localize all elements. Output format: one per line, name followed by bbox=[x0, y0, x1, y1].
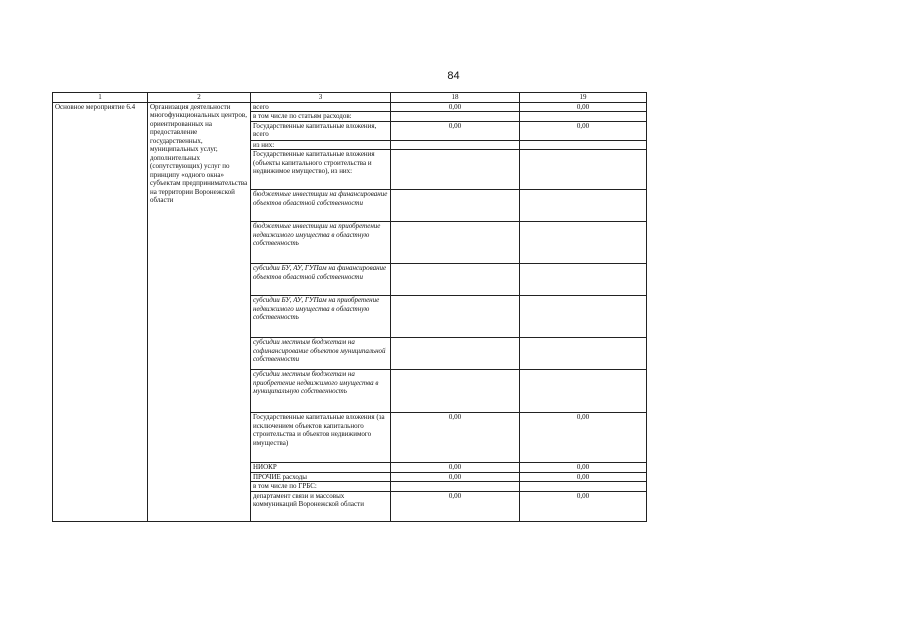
row-label: в том числе по статьям расходов: bbox=[251, 112, 391, 122]
value-col-18: 0,00 bbox=[391, 472, 520, 482]
value-col-19 bbox=[520, 140, 647, 150]
value-col-18: 0,00 bbox=[391, 102, 520, 112]
header-col-18: 18 bbox=[391, 93, 520, 103]
value-col-18 bbox=[391, 190, 520, 222]
value-col-19 bbox=[520, 190, 647, 222]
value-col-19: 0,00 bbox=[520, 121, 647, 140]
value-col-19: 0,00 bbox=[520, 463, 647, 473]
row-label: Государственные капитальные вложения (объекты капитального строительства и недвижимое имущество), из них: bbox=[251, 150, 391, 190]
value-col-18: 0,00 bbox=[391, 413, 520, 463]
row-label: субсидии местным бюджетам на софинансирование объектов муниципальной собственности bbox=[251, 338, 391, 370]
value-col-18 bbox=[391, 482, 520, 492]
row-label: Государственные капитальные вложения, всего bbox=[251, 121, 391, 140]
row-label: бюджетные инвестиции на приобретение недвижимого имущества в областную собственность bbox=[251, 222, 391, 264]
value-col-18 bbox=[391, 370, 520, 413]
value-col-18: 0,00 bbox=[391, 463, 520, 473]
value-col-19 bbox=[520, 150, 647, 190]
value-col-18 bbox=[391, 264, 520, 296]
value-col-19 bbox=[520, 370, 647, 413]
header-col-2: 2 bbox=[148, 93, 251, 103]
row-label: субсидии БУ, АУ, ГУПам на приобретение недвижимого имущества в областную собственность bbox=[251, 296, 391, 338]
row-label: НИОКР bbox=[251, 463, 391, 473]
value-col-19 bbox=[520, 338, 647, 370]
value-col-19 bbox=[520, 112, 647, 122]
row-label: департамент связи и массовых коммуникаций Воронежской области bbox=[251, 491, 391, 521]
value-col-18 bbox=[391, 112, 520, 122]
value-col-18 bbox=[391, 296, 520, 338]
value-col-19 bbox=[520, 264, 647, 296]
page-number: 84 bbox=[447, 70, 460, 82]
row-label: из них: bbox=[251, 140, 391, 150]
event-name-cell: Основное мероприятие 6.4 bbox=[53, 102, 148, 521]
row-label: всего bbox=[251, 102, 391, 112]
value-col-19: 0,00 bbox=[520, 413, 647, 463]
row-label: субсидии БУ, АУ, ГУПам на финансирование объектов областной собственности bbox=[251, 264, 391, 296]
value-col-19 bbox=[520, 482, 647, 492]
value-col-19: 0,00 bbox=[520, 102, 647, 112]
value-col-18: 0,00 bbox=[391, 121, 520, 140]
value-col-19 bbox=[520, 296, 647, 338]
row-label: субсидии местным бюджетам на приобретение недвижимого имущества в муниципальную собственность bbox=[251, 370, 391, 413]
table-row bbox=[53, 102, 647, 112]
header-col-1: 1 bbox=[53, 93, 148, 103]
event-description-cell: Организация деятельности многофункциональных центров, ориентированных на предоставление государственных, муниципальных услуг, дополнительных (сопутствующих) услуг по принципу «одного окна» субъектам предпринимательства на территории Воронежской области bbox=[148, 102, 251, 521]
row-label: бюджетные инвестиции на финансирование объектов областной собственности bbox=[251, 190, 391, 222]
value-col-18 bbox=[391, 222, 520, 264]
budget-table bbox=[52, 92, 647, 522]
value-col-19: 0,00 bbox=[520, 472, 647, 482]
header-col-3: 3 bbox=[251, 93, 391, 103]
value-col-19: 0,00 bbox=[520, 491, 647, 521]
header-col-19: 19 bbox=[520, 93, 647, 103]
value-col-18 bbox=[391, 140, 520, 150]
row-label: Государственные капитальные вложения (за исключением объектов капитального строительства и объектов недвижимого имущества) bbox=[251, 413, 391, 463]
header-row bbox=[53, 93, 647, 103]
row-label: в том числе по ГРБС: bbox=[251, 482, 391, 492]
value-col-18 bbox=[391, 150, 520, 190]
row-label: ПРОЧИЕ расходы bbox=[251, 472, 391, 482]
value-col-19 bbox=[520, 222, 647, 264]
value-col-18: 0,00 bbox=[391, 491, 520, 521]
value-col-18 bbox=[391, 338, 520, 370]
